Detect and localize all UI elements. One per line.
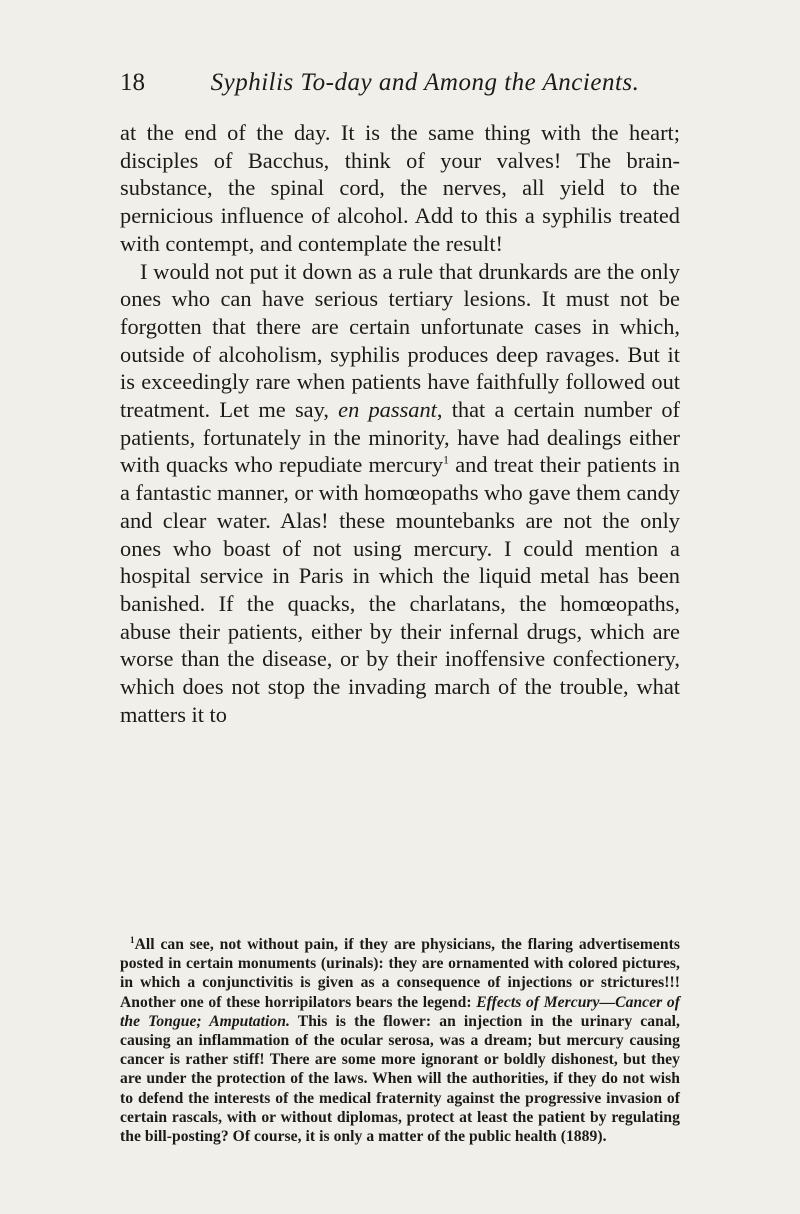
running-head (120, 66, 680, 100)
footnote-italic: Effects of Mercury—Cancer of the Tongue; Amputation. (120, 993, 680, 1030)
body-text (120, 119, 680, 728)
paragraph-2-text-a: I would not put it down as a rule that drunkards are the only ones who can have serious tertiary lesions. It must not be forgotten that there are certain unfortunate cases in which, outside of alcoholism, syphilis produces deep ravages. But it is exceedingly rare when patients have faithfully followed out treatment. Let me say, (120, 258, 680, 423)
footnote-text-a: All can see, not without pain, if they are physicians, the flaring advertisements posted in certain monuments (urinals): they are ornamented with colored pictures, in which a conjunctivitis is given as a consequence of injections or strictures!!! Another one of these horripilators bears the legend: (120, 936, 680, 1011)
paragraph-2 (120, 258, 680, 729)
footnote-text-b: This is the flower: an injection in the urinary canal, causing an inflammation of the ocular serosa, was a dream; but mercury causing cancer is rather stiff! There are some more ignorant or boldly dishonest, but they are under the protection of the laws. When will the authorities, if they do not wish to defend the interests of the medical fraternity against the progressive invasion of certain rascals, with or without diplomas, protect at least the patient by regulating the bill-posting? Of course, it is only a matter of the public health (1889). (120, 1012, 681, 1146)
running-title: Syphilis To-day and Among the Ancients. (210, 69, 640, 96)
footnote-reference: 1 (443, 452, 450, 467)
footnote (120, 935, 680, 1146)
page-number: 18 (120, 69, 145, 96)
paragraph-1: at the end of the day. It is the same thing with the heart; disciples of Bacchus, think of your valves! The brain-substance, the spinal cord, the nerves, all yield to the pernicious influence of alcohol. Add to this a syphilis treated with contempt, and contemplate the result! (120, 120, 680, 256)
footnote-marker: 1 (130, 934, 135, 945)
paragraph-2-text-c: and treat their patients in a fantastic manner, or with homœopaths who gave them candy and clear water. Alas! these mountebanks are not the only ones who boast of not using mercury. I could mention a hospital service in Paris in which the liquid metal has been banished. If the quacks, the charlatans, the homœopaths, abuse their patients, either by their infernal drugs, which are worse than the disease, or by their inoffensive confectionery, which does not stop the invading march of the trouble, what matters it to (120, 452, 680, 727)
paragraph-2-text-b: , that a certain number of patients, fortunately in the minority, have had dealings either with quacks who repudiate mercury (120, 397, 680, 478)
paragraph-2-italic: en passant (338, 397, 437, 423)
